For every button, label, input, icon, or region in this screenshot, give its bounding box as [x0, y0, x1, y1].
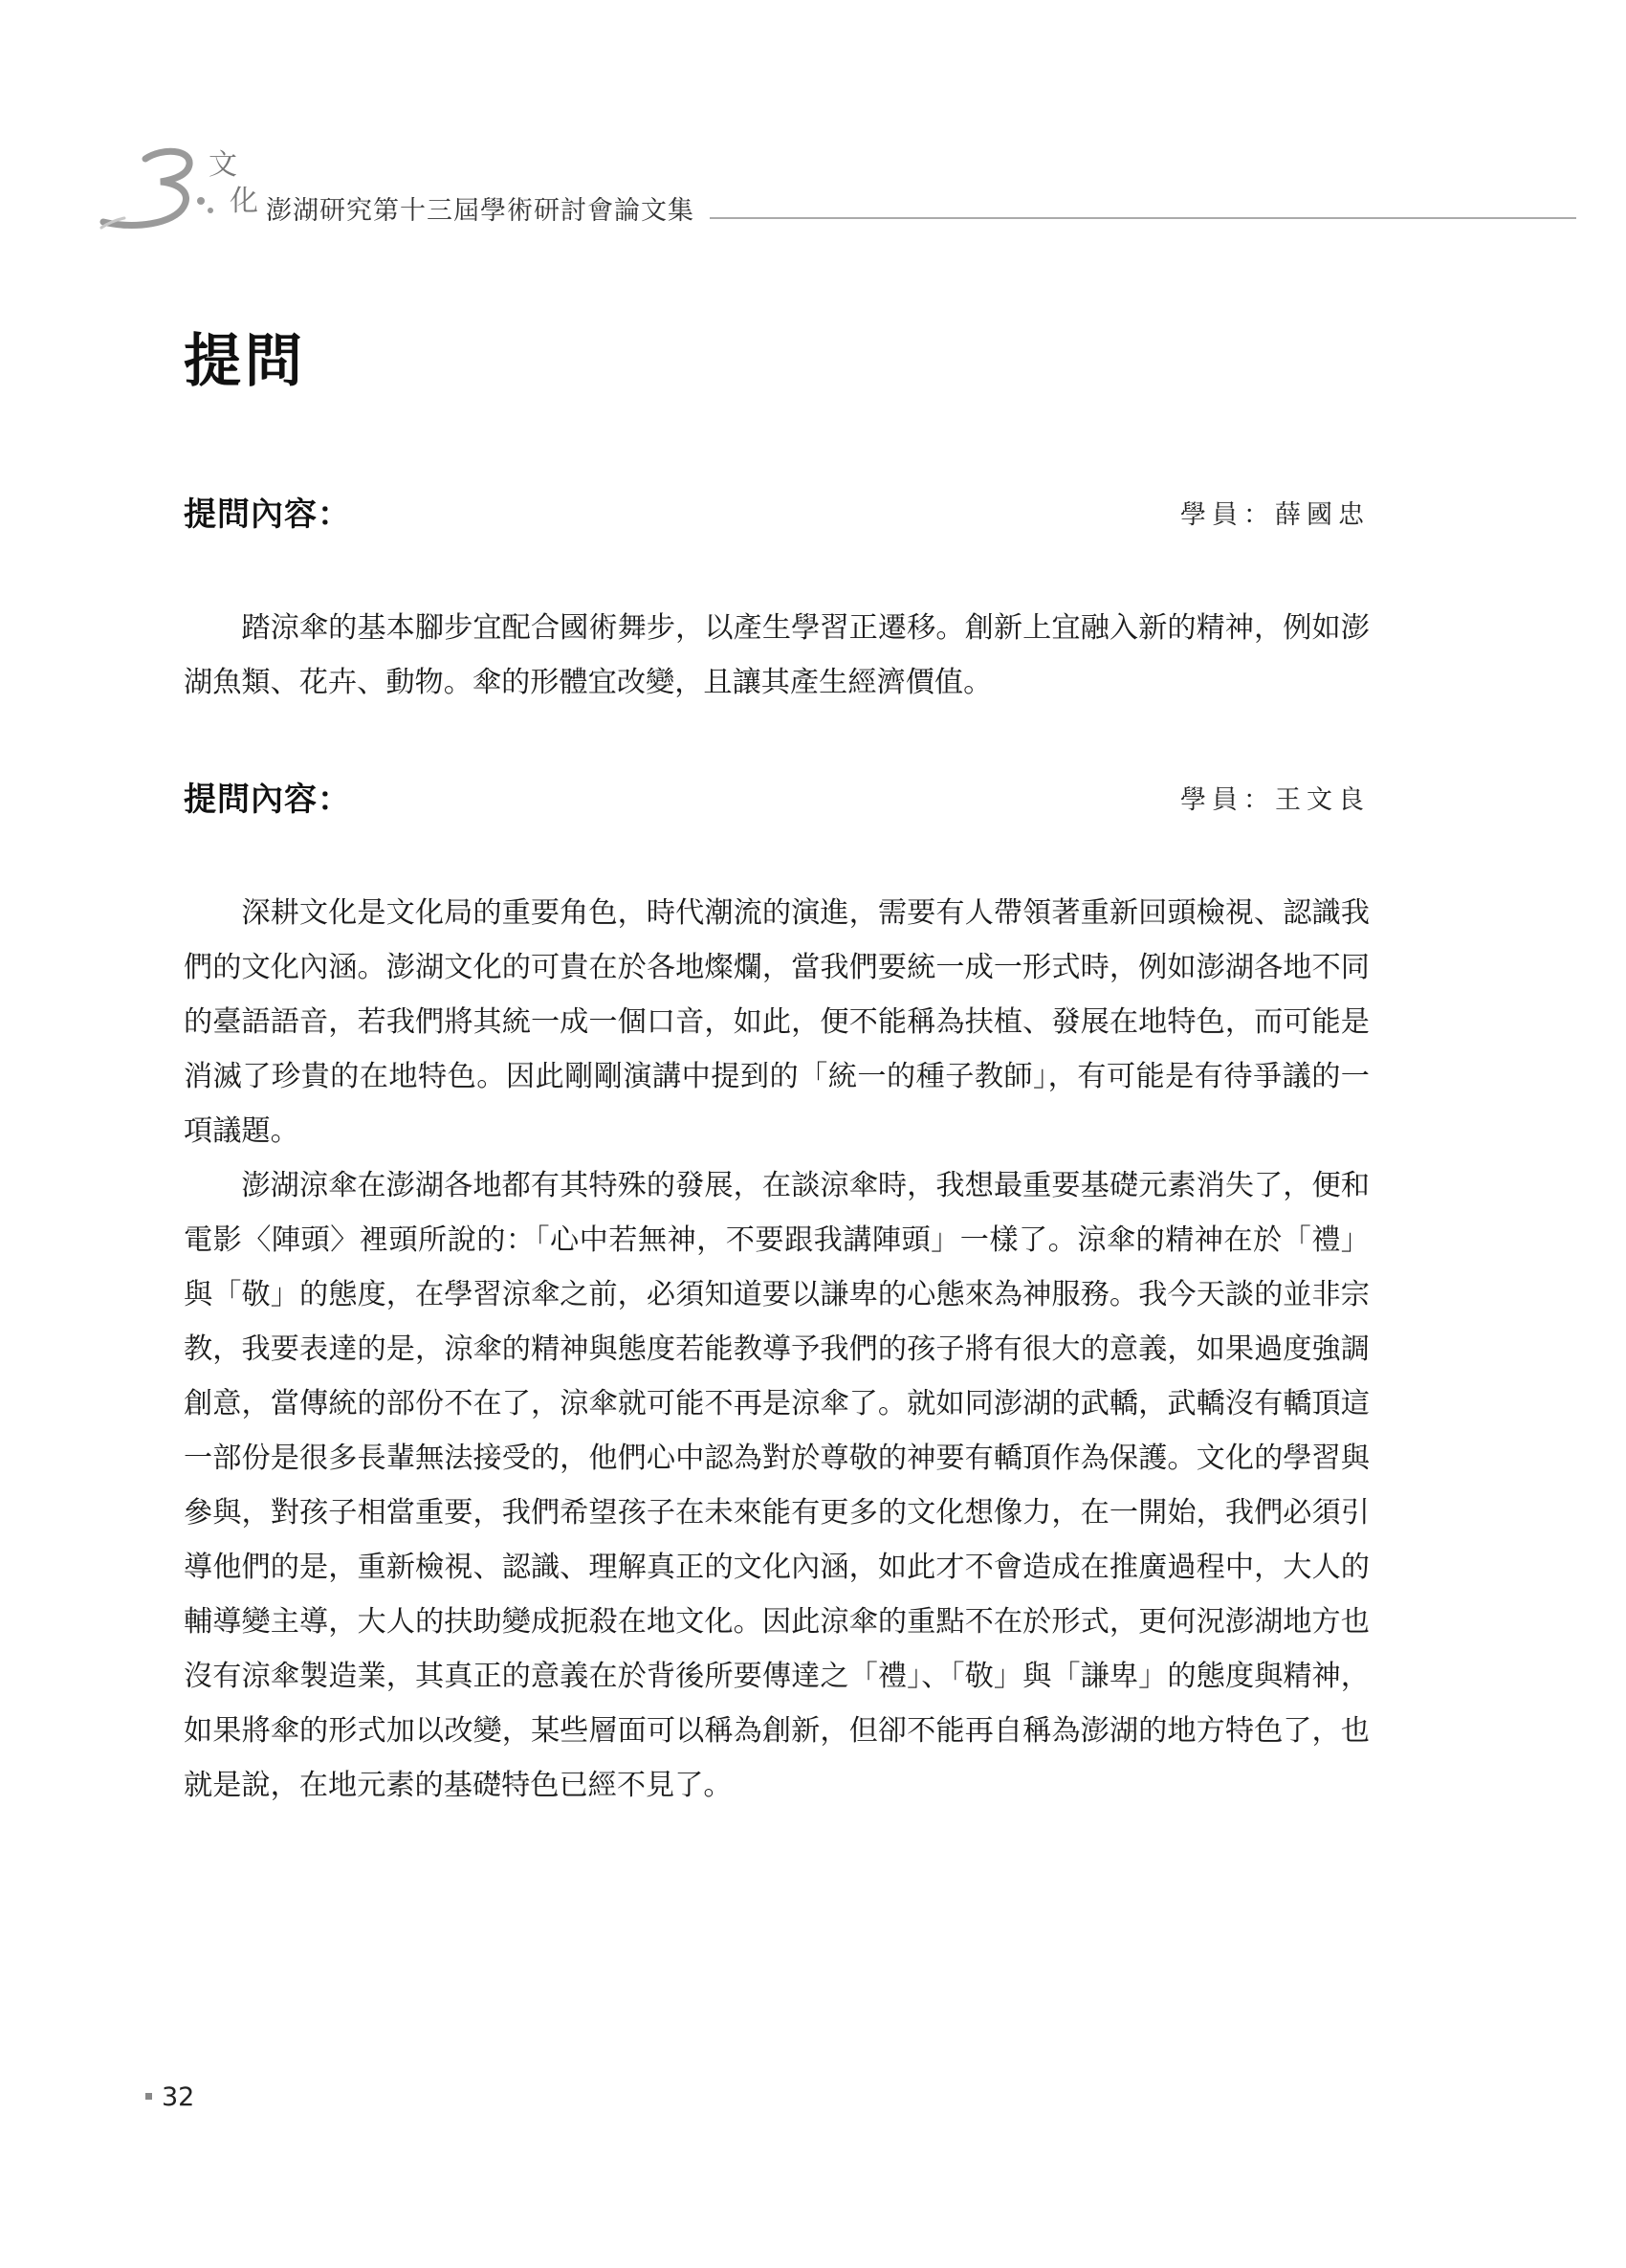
page-number-text: 32 — [162, 2082, 195, 2112]
question-paragraph: 深耕文化是文化局的重要角色，時代潮流的演進，需要有人帶領著重新回頭檢視、認識我們的文化內涵。澎湖文化的可貴在於各地燦爛，當我們要統一成一形式時，例如澎湖各地不同的臺語語音，若我們將其統一成一個口音，如此，便不能稱為扶植、發展在地特色，而可能是消滅了珍貴的在地特色。因此剛剛演講中提到的「統一的種子教師」，有可能是有待爭議的一項議題。 — [184, 896, 1370, 1148]
proceedings-title: 澎湖研究第十三屆學術研討會論文集 — [266, 196, 694, 226]
question-section-1 — [184, 488, 1370, 710]
question-header — [184, 488, 1370, 536]
question-label: 提問內容： — [184, 495, 351, 534]
header-divider — [710, 217, 1576, 219]
page-number-bullet — [145, 2093, 152, 2100]
svg-text:文: 文 — [209, 148, 237, 182]
question-header — [184, 773, 1370, 821]
question-paragraph: 踏涼傘的基本腳步宜配合國術舞步，以產生學習正遷移。創新上宜融入新的精神，例如澎湖魚類、花卉、動物。傘的形體宜改變，且讓其產生經濟價值。 — [184, 611, 1370, 699]
question-paragraph: 澎湖涼傘在澎湖各地都有其特殊的發展，在談涼傘時，我想最重要基礎元素消失了，便和電影〈陣頭〉裡頭所說的：「心中若無神，不要跟我講陣頭」一樣了。涼傘的精神在於「禮」與「敬」的態度，在學習涼傘之前，必須知道要以謙卑的心態來為神服務。我今天談的並非宗教，我要表達的是，涼傘的精神與態度若能教導予我們的孩子將有很大的意義，如果過度強調創意，當傳統的部份不在了，涼傘就可能不再是涼傘了。就如同澎湖的武轎，武轎沒有轎頂這一部份是很多長輩無法接受的，他們心中認為對於尊敬的神要有轎頂作為保護。文化的學習與參與，對孩子相當重要，我們希望孩子在未來能有更多的文化想像力，在一開始，我們必須引導他們的是，重新檢視、認識、理解真正的文化內涵，如此才不會造成在推廣過程中，大人的輔導變主導，大人的扶助變成扼殺在地文化。因此涼傘的重點不在於形式，更何況澎湖地方也沒有涼傘製造業，其真正的意義在於背後所要傳達之「禮」、「敬」與「謙卑」的態度與精神，如果將傘的形式加以改變，某些層面可以稱為創新，但卻不能再自稱為澎湖的地方特色了，也就是說，在地元素的基礎特色已經不見了。 — [184, 1169, 1370, 1802]
question-section-2 — [184, 773, 1370, 1813]
question-asker: 學員：王文良 — [1180, 785, 1370, 815]
page-title: 提問 — [184, 328, 306, 395]
question-asker: 學員：薛國忠 — [1180, 500, 1370, 530]
question-label: 提問內容： — [184, 781, 351, 819]
page-number — [145, 2082, 194, 2112]
svg-text:化: 化 — [230, 185, 258, 218]
culture-3-logo — [96, 142, 263, 237]
